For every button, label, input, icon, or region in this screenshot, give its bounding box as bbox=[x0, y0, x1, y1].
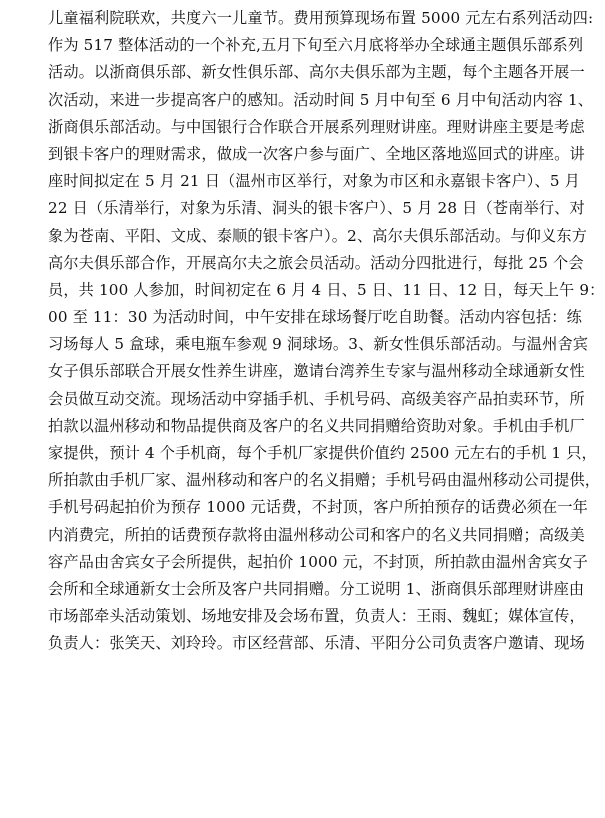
text-line: 象为苍南、平阳、文成、泰顺的银卡客户）。2、高尔夫俱乐部活动。与仰义东方 bbox=[48, 226, 588, 245]
text-line: 女子俱乐部联合开展女性养生讲座，邀请台湾养生专家与温州移动全球通新女性 bbox=[48, 362, 585, 381]
text-line: 习场每人 5 盒球，乘电瓶车参观 9 洞球场。3、新女性俱乐部活动。与温州舍宾 bbox=[48, 335, 589, 354]
body-text bbox=[48, 5, 605, 658]
text-line: 会所和全球通新女士会所及客户共同捐赠。分工说明 1、浙商俱乐部理财讲座由 bbox=[48, 579, 585, 598]
text-line: 次活动，来进一步提高客户的感知。活动时间 5 月中旬至 6 月中旬活动内容 1、 bbox=[48, 90, 594, 109]
text-line: 儿童福利院联欢，共度六一儿童节。费用预算现场布置 5000 元左右系列活动四: bbox=[48, 9, 594, 27]
text-line: 内消费完，所拍的话费预存款将由温州移动公司和客户的名义共同捐赠；高级美 bbox=[48, 525, 585, 544]
text-line: 22 日（乐清举行，对象为乐清、洞头的银卡客户）、5 月 28 日（苍南举行、对 bbox=[48, 199, 585, 218]
text-line: 手机号码起拍价为预存 1000 元话费，不封顶，客户所拍预存的话费必须在一年 bbox=[48, 498, 589, 517]
text-line: 家提供，预计 4 个手机商，每个手机厂家提供价值约 2500 元左右的手机 1 只， bbox=[48, 444, 597, 462]
text-line: 所拍款由手机厂家、温州移动和客户的名义捐赠；手机号码由温州移动公司提供， bbox=[48, 471, 601, 490]
text-line: 市场部牵头活动策划、场地安排及会场布置，负责人：王雨、魏虹；媒体宣传， bbox=[48, 607, 585, 626]
text-line: 作为 517 整体活动的一个补充,五月下旬至六月底将举办全球通主题俱乐部系列 bbox=[48, 36, 584, 55]
text-line: 座时间拟定在 5 月 21 日（温州市区举行，对象为市区和永嘉银卡客户）、5 月 bbox=[48, 172, 581, 191]
text-line: 到银卡客户的理财需求，做成一次客户参与面广、全地区落地巡回式的讲座。讲 bbox=[48, 144, 585, 163]
text-line: 浙商俱乐部活动。与中国银行合作联合开展系列理财讲座。理财讲座主要是考虑 bbox=[48, 117, 585, 136]
text-line: 负责人：张笑天、刘玲玲。市区经营部、乐清、平阳分公司负责客户邀请、现场 bbox=[48, 634, 585, 653]
text-line: 员，共 100 人参加，时间初定在 6 月 4 日、5 日、11 日、12 日，每天上午 9： bbox=[48, 280, 605, 299]
text-line: 会员做互动交流。现场活动中穿插手机、手机号码、高级美容产品拍卖环节，所 bbox=[48, 389, 585, 408]
text-line: 00 至 11：30 为活动时间，中午安排在球场餐厅吃自助餐。活动内容包括：练 bbox=[48, 308, 582, 327]
text-line: 容产品由舍宾女子会所提供，起拍价 1000 元，不封顶，所拍款由温州舍宾女子 bbox=[48, 552, 589, 571]
text-line: 拍款以温州移动和物品提供商及客户的名义共同捐赠给资助对象。手机由手机厂 bbox=[48, 416, 585, 435]
text-line: 活动。以浙商俱乐部、新女性俱乐部、高尔夫俱乐部为主题，每个主题各开展一 bbox=[48, 63, 585, 82]
text-line: 高尔夫俱乐部合作，开展高尔夫之旅会员活动。活动分四批进行，每批 25 个会 bbox=[48, 253, 584, 272]
